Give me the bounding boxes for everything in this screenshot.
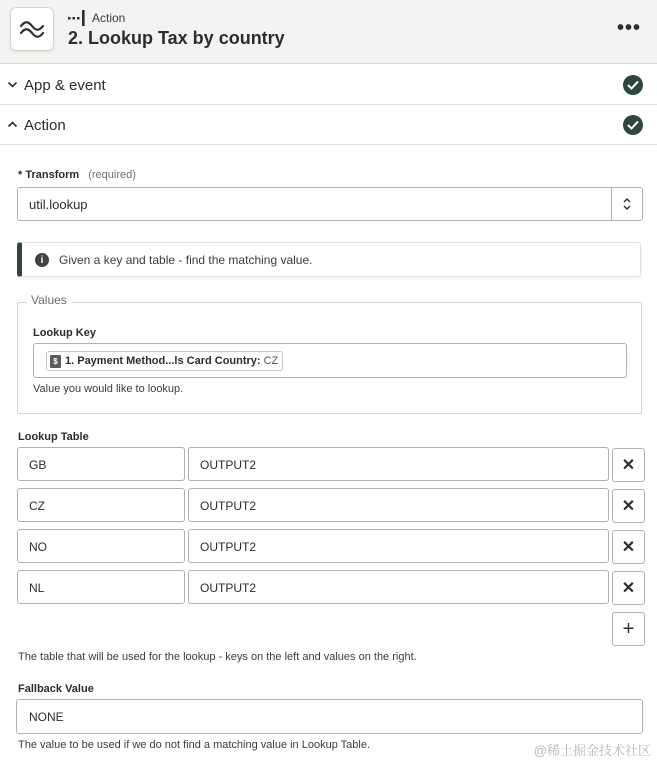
watermark: @稀土掘金技术社区 — [533, 743, 651, 758]
lookup-key-help: Value you would like to lookup. — [33, 383, 184, 395]
required-marker: * — [18, 169, 23, 181]
info-callout — [17, 242, 641, 277]
table-value-text: OUTPUT2 — [200, 540, 257, 554]
fallback-label: Fallback Value — [18, 683, 94, 695]
remove-row-button[interactable]: ✕ — [612, 530, 645, 564]
section-action[interactable] — [0, 105, 657, 145]
transform-label — [18, 169, 136, 181]
table-key-input[interactable] — [17, 488, 185, 522]
table-value-input[interactable] — [188, 570, 609, 604]
lookup-key-label: Lookup Key — [33, 327, 96, 339]
step-title[interactable]: 2. Lookup Tax by country — [68, 28, 285, 48]
table-value-text: OUTPUT2 — [200, 458, 257, 472]
table-key-input[interactable] — [17, 447, 185, 481]
table-value-text: OUTPUT2 — [200, 581, 257, 595]
table-value-input[interactable] — [188, 447, 609, 481]
fallback-value: NONE — [29, 710, 64, 724]
table-key-value: CZ — [29, 499, 45, 513]
formatter-app-icon — [10, 7, 54, 51]
chevron-down-icon — [7, 79, 18, 90]
section-app-event[interactable] — [0, 65, 657, 105]
remove-row-button[interactable]: ✕ — [612, 489, 645, 523]
pill-field-value: CZ — [263, 355, 279, 367]
section-label: App & event — [24, 77, 106, 94]
step-header — [0, 0, 657, 64]
select-stepper-icon[interactable] — [611, 188, 642, 220]
add-row-button[interactable]: + — [612, 612, 645, 646]
fallback-input[interactable] — [16, 699, 643, 734]
remove-row-button[interactable]: ✕ — [612, 571, 645, 605]
transform-label-text: Transform — [25, 169, 80, 181]
complete-check-icon — [623, 115, 643, 135]
table-value-text: OUTPUT2 — [200, 499, 257, 513]
table-key-input[interactable] — [17, 529, 185, 563]
lookup-table-label: Lookup Table — [18, 431, 89, 443]
values-legend: Values — [27, 293, 71, 307]
mapped-field-pill[interactable] — [46, 351, 283, 371]
table-key-input[interactable] — [17, 570, 185, 604]
more-options-button[interactable]: ••• — [616, 16, 641, 39]
table-key-value: NL — [29, 581, 45, 595]
info-text: Given a key and table - find the matching value. — [59, 253, 313, 267]
table-key-value: GB — [29, 458, 47, 472]
transform-value: util.lookup — [29, 197, 88, 212]
stripe-app-icon: $ — [50, 355, 61, 368]
remove-row-button[interactable]: ✕ — [612, 448, 645, 482]
step-kind-label: Action — [92, 11, 126, 25]
action-step-icon — [68, 10, 86, 26]
pill-field-name: 1. Payment Method...ls Card Country: — [65, 355, 261, 367]
transform-select[interactable] — [17, 187, 643, 221]
table-key-value: NO — [29, 540, 47, 554]
table-value-input[interactable] — [188, 488, 609, 522]
section-label: Action — [24, 117, 66, 134]
complete-check-icon — [623, 75, 643, 95]
required-text: (required) — [88, 169, 136, 181]
table-value-input[interactable] — [188, 529, 609, 563]
fallback-help: The value to be used if we do not find a matching value in Lookup Table. — [18, 739, 371, 751]
chevron-up-icon — [7, 119, 18, 130]
lookup-key-input[interactable] — [33, 343, 627, 378]
info-icon: i — [35, 253, 49, 267]
lookup-table-help: The table that will be used for the lookup - keys on the left and values on the right. — [18, 651, 417, 663]
